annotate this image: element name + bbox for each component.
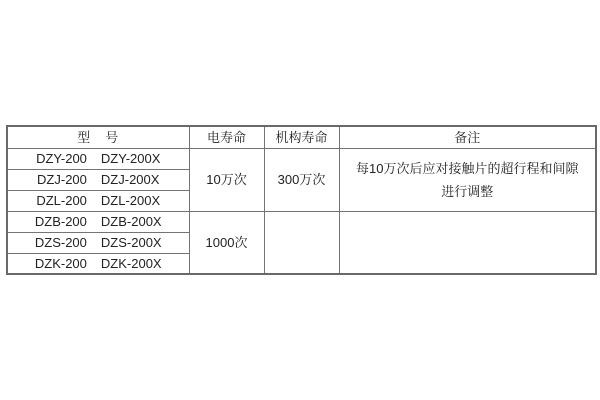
- model-cell-dzs: [7, 232, 189, 253]
- model-cell-dzb: [7, 211, 189, 232]
- model-name: DZS-200: [34, 235, 87, 250]
- electrical-life-cell-group2: 1000次: [189, 211, 264, 274]
- mechanical-life-cell-group1: 300万次: [264, 148, 339, 211]
- remarks-line: 进行调整: [441, 183, 494, 199]
- table-row: [7, 148, 596, 169]
- relay-spec-table: [6, 125, 597, 275]
- mechanical-life-cell-group2: [264, 211, 339, 274]
- model-cell-dzy: [7, 148, 189, 169]
- electrical-life-cell-group1: 10万次: [189, 148, 264, 211]
- col-header-remarks: 备注: [339, 126, 596, 148]
- remarks-cell-group1: [339, 148, 596, 211]
- model-name: DZB-200X: [100, 214, 162, 229]
- col-header-mechanical-life: 机构寿命: [264, 126, 339, 148]
- model-name: DZL-200: [36, 193, 87, 208]
- model-cell-dzj: [7, 169, 189, 190]
- col-header-model-label: 型 号: [77, 129, 120, 145]
- model-name: DZJ-200: [37, 172, 87, 187]
- model-name: DZK-200: [34, 255, 87, 271]
- model-name: DZJ-200X: [100, 172, 160, 187]
- model-cell-dzk: [7, 253, 189, 274]
- remarks-cell-group2: [339, 211, 596, 274]
- model-name: DZB-200: [34, 214, 87, 229]
- col-header-electrical-life: 电寿命: [189, 126, 264, 148]
- model-name: DZY-200: [36, 151, 87, 166]
- remarks-line: 每10万次后应对接触片的超行程和间隙: [356, 160, 579, 176]
- table-row: [7, 211, 596, 232]
- model-name: DZK-200X: [100, 255, 162, 271]
- model-cell-dzl: [7, 190, 189, 211]
- model-name: DZS-200X: [100, 235, 162, 250]
- header-row: [7, 126, 596, 148]
- model-name: DZL-200X: [100, 193, 161, 208]
- model-name: DZY-200X: [100, 151, 161, 166]
- col-header-model: [7, 126, 189, 148]
